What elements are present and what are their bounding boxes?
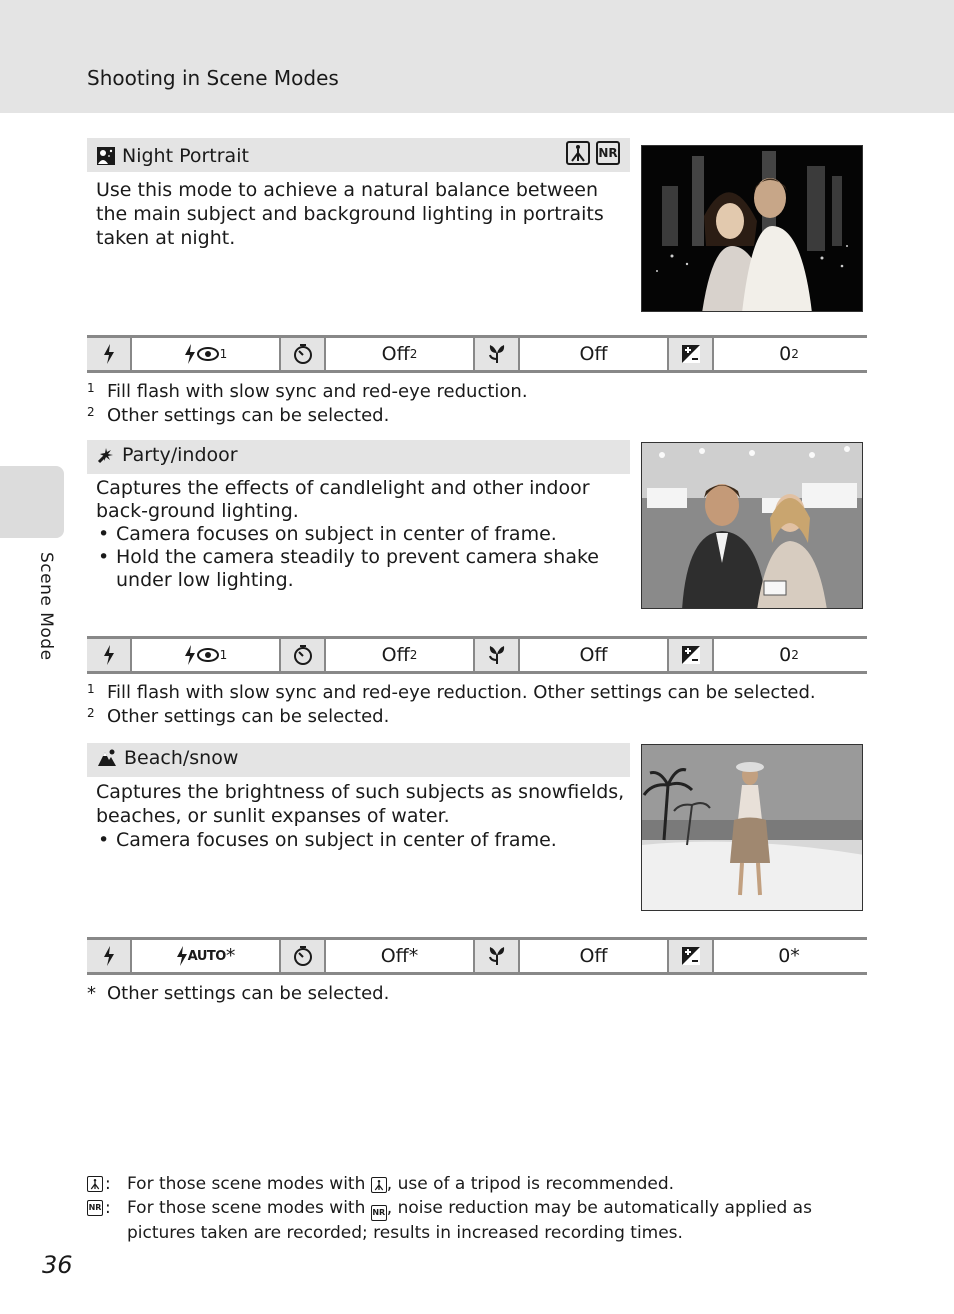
party-indoor-icon <box>96 445 116 465</box>
bullet-item: • Camera focuses on subject in center of frame. <box>96 828 626 852</box>
side-tab-label: Scene Mode <box>36 552 56 661</box>
section-night-portrait <box>87 138 867 318</box>
self-timer-value: Off 2 <box>326 639 475 671</box>
exposure-compensation-icon <box>669 940 714 972</box>
beach-snow-icon <box>96 748 118 768</box>
footnote-2: 2 Other settings can be selected. <box>87 405 390 426</box>
macro-icon <box>475 940 520 972</box>
bullet-item: • Hold the camera steadily to prevent camera shake under low lighting. <box>96 546 626 592</box>
section-title: Party/indoor <box>122 444 238 466</box>
section-title: Beach/snow <box>124 747 239 769</box>
exposure-value: 0 2 <box>779 644 799 666</box>
exposure-value: 0 2 <box>779 343 799 365</box>
section-bullets <box>96 523 626 592</box>
party-indoor-photo <box>641 442 863 609</box>
settings-row-party-indoor <box>87 636 867 674</box>
macro-icon <box>475 338 520 370</box>
macro-value: Off <box>520 940 669 972</box>
flash-value: 1 <box>132 639 281 671</box>
section-paragraph: Captures the effects of candlelight and other indoor back-ground lighting. <box>96 477 590 522</box>
section-title: Night Portrait <box>122 145 249 167</box>
section-bullets <box>96 828 626 852</box>
night-portrait-icon <box>96 146 116 166</box>
tripod-icon <box>371 1177 387 1193</box>
flash-mode-icon <box>87 639 132 671</box>
bullet-item: • Camera focuses on subject in center of frame. <box>96 523 626 546</box>
section-header <box>87 743 630 777</box>
noise-reduction-icon: NR <box>371 1205 387 1221</box>
noise-reduction-icon: NR <box>596 141 620 165</box>
legend-row-noise-reduction: NR : For those scene modes with NR, noise reduction may be automatically applied as pictures taken are recorded; results in increased recording times. <box>88 1198 812 1243</box>
slow-sync-red-eye-icon <box>184 344 220 364</box>
night-portrait-photo <box>641 145 863 312</box>
macro-icon <box>475 639 520 671</box>
exposure-value: 0* <box>778 945 800 967</box>
section-description <box>96 780 626 852</box>
tripod-icon <box>566 141 590 165</box>
section-header <box>87 440 630 474</box>
section-header <box>87 138 630 172</box>
self-timer-icon <box>281 940 326 972</box>
flash-mode-icon <box>87 940 132 972</box>
macro-value: Off <box>520 639 669 671</box>
macro-value: Off <box>520 338 669 370</box>
flash-value: 1 <box>132 338 281 370</box>
section-paragraph: Use this mode to achieve a natural balance between the main subject and background lighting in portraits taken at night. <box>96 179 604 249</box>
slow-sync-red-eye-icon <box>184 645 220 665</box>
self-timer-icon <box>281 639 326 671</box>
tripod-icon <box>87 1176 103 1192</box>
section-description <box>96 178 626 250</box>
footnote-asterisk: * Other settings can be selected. <box>87 983 390 1004</box>
noise-reduction-icon: NR <box>87 1200 103 1216</box>
section-party-indoor <box>87 440 867 620</box>
settings-row-beach-snow <box>87 937 867 975</box>
page-title: Shooting in Scene Modes <box>87 66 339 90</box>
self-timer-value: Off* <box>326 940 475 972</box>
flash-auto-icon <box>176 946 188 966</box>
side-tab <box>0 466 64 538</box>
flash-mode-icon <box>87 338 132 370</box>
section-description <box>96 477 626 592</box>
page-header <box>0 0 954 113</box>
exposure-compensation-icon <box>669 338 714 370</box>
settings-row-night-portrait <box>87 335 867 373</box>
flash-value: AUTO * <box>132 940 281 972</box>
footnote-2: 2 Other settings can be selected. <box>87 706 390 727</box>
beach-snow-photo <box>641 744 863 911</box>
section-beach-snow <box>87 743 867 923</box>
footnote-1: 1 Fill flash with slow sync and red-eye reduction. Other settings can be selected. <box>87 682 816 703</box>
flash-auto-label: AUTO <box>187 948 226 964</box>
self-timer-icon <box>281 338 326 370</box>
footnote-1: 1 Fill flash with slow sync and red-eye reduction. <box>87 381 528 402</box>
self-timer-value: Off 2 <box>326 338 475 370</box>
page-number: 36 <box>42 1251 73 1279</box>
section-paragraph: Captures the brightness of such subjects as snowfields, beaches, or sunlit expanses of water. <box>96 781 625 827</box>
icon-legend <box>87 1172 877 1245</box>
legend-row-tripod: : For those scene modes with , use of a tripod is recommended. <box>87 1172 877 1196</box>
exposure-compensation-icon <box>669 639 714 671</box>
